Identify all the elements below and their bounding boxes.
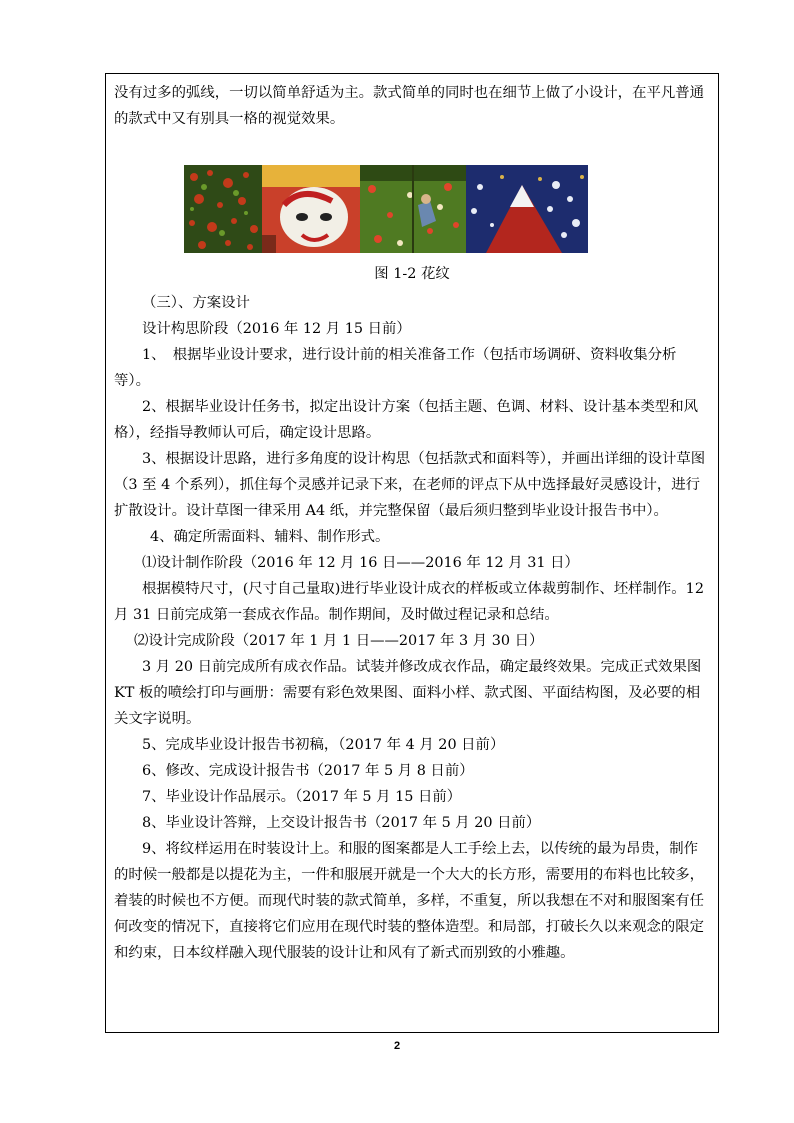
- list-item-5: 5、完成毕业设计报告书初稿，（2017 年 4 月 20 日前）: [142, 737, 505, 753]
- stage-completion: ⑵设计完成阶段（2017 年 1 月 1 日——2017 年 3 月 30 日）: [134, 633, 544, 649]
- section-heading: （三）、方案设计: [142, 295, 250, 311]
- plan-section: [114, 290, 710, 966]
- stage-production: ⑴设计制作阶段（2016 年 12 月 16 日——2016 年 12 月 31 日）: [142, 555, 579, 571]
- top-text: [114, 80, 710, 132]
- list-item-4: 4、确定所需面料、辅料、制作形式。: [150, 529, 390, 545]
- list-item-3: 3、根据设计思路，进行多角度的设计构思（包括款式和面料等），并画出详细的设计草图（3 至 4 个系列），抓住每个灵感并记录下来，在老师的评点下从中选择最好灵感设计，进行扩散设计。设计草图一律采用 A4 纸，并完整保留（最后须归整到毕业设计报告书中）。: [114, 451, 706, 519]
- list-item-8: 8、毕业设计答辩，上交设计报告书（2017 年 5 月 20 日前）: [142, 815, 541, 831]
- stage-completion-text: 3 月 20 日前完成所有成衣作品。试装并修改成衣作品，确定最终效果。完成正式效果图 KT 板的喷绘打印与画册：需要有彩色效果图、面料小样、款式图、平面结构图，及必要的相关文字说明。: [114, 659, 702, 727]
- pattern-image-floral-green: [184, 165, 262, 253]
- stage-production-text: 根据模特尺寸，(尺寸自己量取)进行毕业设计成衣的样板或立体裁剪制作、坯样制作。12 月 31 日前完成第一套成衣作品。制作期间，及时做过程记录和总结。: [114, 581, 704, 623]
- list-item-9: 9、将纹样运用在时装设计上。和服的图案都是人工手绘上去，以传统的最为昂贵，制作的时候一般都是以提花为主，一件和服展开就是一个大大的长方形，需要用的布料也比较多，着装的时候也不方便。而现代时装的款式简单，多样，不重复，所以我想在不对和服图案有任何改变的情况下，直接将它们应用在现代时装的整体造型。和局部，打破长久以来观念的限定和约束，日本纹样融入现代服装的设计让和风有了新式而别致的小雅趣。: [114, 841, 705, 961]
- pattern-image-mask: [262, 165, 360, 253]
- figure-caption: 图 1-2 花纹: [374, 266, 450, 282]
- table-frame: [105, 73, 719, 1033]
- paragraph-intro: 没有过多的弧线，一切以简单舒适为主。款式简单的同时也在细节上做了小设计，在平凡普通的款式中又有别具一格的视觉效果。: [114, 85, 705, 127]
- pattern-image-garden: [360, 165, 466, 253]
- pattern-figure: [184, 165, 588, 253]
- list-item-2: 2、根据毕业设计任务书，拟定出设计方案（包括主题、色调、材料、设计基本类型和风格），经指导教师认可后，确定设计思路。: [114, 399, 699, 441]
- list-item-6: 6、修改、完成设计报告书（2017 年 5 月 8 日前）: [142, 763, 474, 779]
- pattern-image-mountain: [466, 165, 588, 253]
- stage-concept: 设计构思阶段（2016 年 12 月 15 日前）: [142, 321, 411, 337]
- page-number: 2: [393, 1040, 401, 1052]
- list-item-1: 1、 根据毕业设计要求，进行设计前的相关准备工作（包括市场调研、资料收集分析等）。: [114, 347, 677, 389]
- list-item-7: 7、毕业设计作品展示。（2017 年 5 月 15 日前）: [142, 789, 462, 805]
